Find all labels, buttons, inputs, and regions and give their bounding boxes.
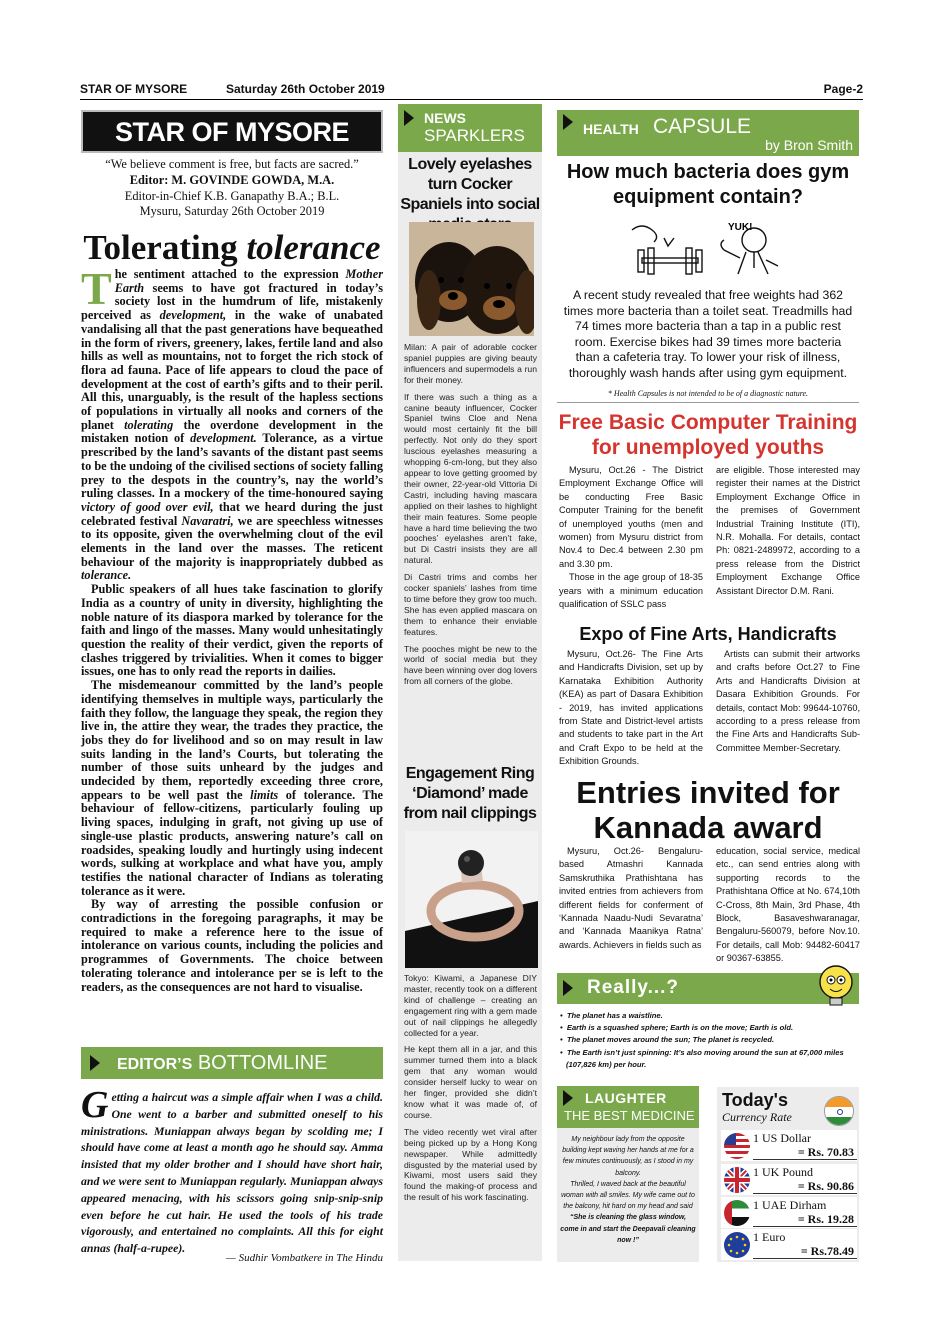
- editorial-title-b: tolerance: [246, 228, 381, 267]
- currency-value: = Rs. 70.83: [797, 1145, 854, 1159]
- body-text: seems to have got fractured in today’s society lost in the humdrum of life, mistakenly perceived as: [81, 280, 383, 323]
- emphasis-text: limits: [250, 787, 279, 802]
- expo-col2: Artists can submit their artworks and crafts before Oct.27 to Fine Arts and Handicrafts Division at Dasara Exhibition Grounds. For details, contact Mob: 99644-10760, according to a press release from the Fine Arts and Handicrafts Sub-Committee Member-Secretary.: [716, 649, 860, 753]
- really-item: The Earth isn’t just spinning: It’s also moving around the sun at 67,000 miles (107,826 km) per hour.: [566, 1047, 844, 1069]
- computer-paragraph: Those in the age group of 18-35 years with a minimum education qualification of SSLC pass: [559, 572, 703, 610]
- masthead-dateline: Mysuru, Saturday 26th October 2019: [139, 204, 325, 219]
- divider: [753, 1258, 857, 1259]
- computer-col2: are eligible. Those interested may register their names at the District Employment Exchange Office in the premises of Government Industrial Training Institute (ITI), N.R. Mohalla. For details, contact Ph: 0821-2489972, according to a press release from the District Employment Exchange Office Assistant Director D.M. Rani.: [716, 465, 860, 596]
- health-body: A recent study revealed that free weights had 362 times more bacteria than a toilet seat. Treadmills had 74 times more bacteria than a tap in a public rest room. Exercise bikes had 39 times more bacteria than a cafeteria tray. To lower your risk of illness, thoroughly wash hands after using gym equipment.: [563, 288, 853, 380]
- news-title-1: Lovely eyelashes turn Cocker Spaniels into social: [400, 156, 540, 213]
- masthead-motto: “We believe comment is free, but facts are sacred.”: [105, 157, 359, 171]
- news-heading-1: NEWS: [424, 110, 466, 126]
- bottomline-body: [81, 1084, 383, 1257]
- emphasis-text: tolerance.: [81, 568, 132, 583]
- cartoon-yuk-text: YUK!: [728, 222, 753, 233]
- entries-title: Entries invited for Kannada award: [576, 775, 840, 845]
- eu-flag-icon: [724, 1232, 750, 1258]
- expo-col1: Mysuru, Oct.26- The Fine Arts and Handicrafts Division, set up by Karnataka Exhibition Authority (KEA) as part of Dasara Exhibition - 2019, has invited applications from State and District-level artists and students to take part in the Art and Craft Expo to be held at the Exhibition Grounds.: [559, 649, 703, 767]
- news-paragraph: He kept them all in a jar, and this summer turned them into a black gem that any woman would consider herself lucky to wear on her finger, provided she didn’t know what it was made of, of course.: [404, 1044, 537, 1120]
- bottomline-heading-a: EDITOR’S: [117, 1056, 193, 1073]
- entries-col1: Mysuru, Oct.26- Bengaluru-based Atmashri Kannada Samskruthika Prathishtana has invited entries from achievers from different fields for conferment of ‘Kannada Naadu-Nudi Sevaratna’ and ‘Kannada Maanikya Ratna’ awards. Achievers in fields such as: [559, 846, 703, 950]
- list-item: • The Earth isn’t just spinning: It’s also moving around the sun at 67,000 miles (107,826 km) per hour.: [560, 1047, 844, 1069]
- list-item: • Earth is a squashed sphere; Earth is on the move; Earth is old.: [560, 1023, 794, 1033]
- laughter-body: [560, 1134, 696, 1246]
- emphasis-text: development.: [190, 431, 257, 446]
- news-paragraph: Di Castri trims and combs her cocker spaniels’ lashes from time to time before they grow too much. She has even applied mascara on them to enhance their enviable features.: [404, 572, 537, 637]
- ring-photo: [405, 831, 538, 968]
- health-heading-a: HEALTH: [583, 121, 639, 137]
- expo-title: Expo of Fine Arts, Handicrafts: [579, 624, 837, 644]
- gym-cartoon-icon: [628, 218, 788, 282]
- ring-photo-icon: [405, 831, 538, 968]
- arrow-icon: [563, 1090, 573, 1106]
- list-item: • The planet has a waistline.: [560, 1011, 663, 1020]
- divider: [557, 402, 859, 403]
- uk-flag-cross-icon: [724, 1167, 750, 1193]
- body-text: that we heard during the just celebrated festival: [81, 499, 383, 528]
- currency-label: 1 US Dollar: [753, 1131, 811, 1145]
- india-flag-icon: [824, 1096, 854, 1126]
- laughter-header: [557, 1086, 699, 1128]
- uae-flag-icon: [724, 1200, 750, 1226]
- really-item: The planet has a waistline.: [566, 1011, 663, 1020]
- bottomline-text: etting a haircut was a simple affair when I was a child. One went to a barber and submitted oneself to his ministrations. Muniappan always began by scolding me; I should have come at least a month ago he should say. Amma insisted that my older brother and I should have short hair, and we were sent to Muniappan regularly. Muniappan always appeared menacing, with his scissors going snip-snip-snip even before he cut hair. He used the tools of his trade vigorously, and entertained no complaints. All this for eight annas (half-a-rupee).: [81, 1090, 383, 1256]
- editorial-paragraph: Public speakers of all hues take fascination to glorify India as a country of unity in diversity, highlighting the noble nature of its diaspora marked by tolerance for the faith and lingo of the masses. Many would unhesitatingly question the reality of their verdict, given the reports of clashes triggered by trivialities. When it comes to bigger issues, one has to only read the reports in dailies.: [81, 582, 383, 679]
- news-paragraph: If there was such a thing as a canine beauty influencer, Cocker Spaniel twins Cloe and Nena would most certainly fit the bill perfectly. Not only do they sport luscious eyelashes measuring a whopping 6-cm-long, but they also appear to love getting groomed by their owner, 22-year-old Vittoria Di Castri, including having mascara applied on their lashes to highlight their main features. Some people have a hard time believing the two pooches’ eyelashes aren’t fake, but Di Castri insists they are all natural.: [404, 391, 537, 566]
- body-text: of tolerance. The behaviour of fellow-citizens, particularly fouling up living spaces, indulging in graft, not giving up use of single-use plastic products, answering nature’s call on roadsides, speaking loudly and hurtingly using indecent words, sulking at workplace and what have you, amply testifies the national character of Indians as tolerating tolerance as it were.: [81, 787, 384, 898]
- emphasis-text: Mother Earth: [114, 267, 383, 295]
- really-item: The planet moves around the sun; The planet is recycled.: [566, 1035, 775, 1045]
- uk-flag-icon: [724, 1167, 750, 1193]
- gym-cartoon: [628, 218, 788, 282]
- editorial-body: [81, 263, 384, 994]
- lightbulb-mascot: [812, 962, 860, 1008]
- news-text-1: [404, 342, 537, 693]
- divider: [753, 1193, 857, 1194]
- masthead-banner: STAR OF MYSORE: [81, 110, 383, 153]
- editorial-title: [81, 227, 383, 269]
- computer-training-title: Free Basic Computer Training for unemployed youths: [558, 411, 858, 459]
- page-header-bar: [80, 80, 863, 100]
- header-paper-name: STAR OF MYSORE: [80, 82, 188, 96]
- bottomline-heading: [117, 1052, 328, 1075]
- computer-col1: [559, 464, 703, 611]
- news-heading-2: SPARKLERS: [424, 126, 525, 145]
- currency-value: = Rs. 19.28: [797, 1212, 854, 1226]
- body-text: the overdone development in the mistaken notion of: [81, 417, 384, 446]
- news-title-2: Engagement Ring ‘Diamond’ made from nail clippings: [403, 765, 537, 822]
- editorial-paragraph: [81, 679, 383, 898]
- masthead-editor: Editor: M. GOVINDE GOWDA, M.A.: [129, 172, 335, 187]
- currency-value: = Rs.78.49: [800, 1244, 854, 1258]
- header-date: Saturday 26th October 2019: [226, 82, 385, 96]
- list-item: • The planet moves around the sun; The planet is recycled.: [560, 1035, 775, 1045]
- entries-col2: education, social service, medical etc., can send entries along with supporting records to the Prathishtana Office at No. 674,10th C-Cross, 8th Main, 3rd Phase, 4th Block, Basaveshwaranagar, Bengaluru-560079, before Nov.10. For details, call Mob: 94482-60417 or 90367-63855.: [716, 846, 860, 964]
- laughter-heading-a: LAUGHTER: [585, 1090, 667, 1106]
- really-item: Earth is a squashed sphere; Earth is on the move; Earth is old.: [566, 1023, 794, 1033]
- currency-row: [721, 1197, 857, 1228]
- currency-title: Today's: [722, 1090, 788, 1110]
- news-paragraph: The pooches might be new to the world of social media but they have been winning over dog lovers from all corners of the globe.: [404, 643, 537, 687]
- masthead-chief: Editor-in-Chief K.B. Ganapathy B.A.; B.L.: [124, 188, 340, 203]
- health-heading-b: CAPSULE: [653, 115, 752, 138]
- eu-stars-icon: [724, 1232, 750, 1258]
- body-text: we are speechless witnesses to its opposite, given the overwhelming clout of the evil elements in the land over the masses. The reticent behaviour of the majority is inappropriately dubbed as: [81, 513, 384, 569]
- emphasis-text: victory of good over evil,: [81, 499, 214, 514]
- emphasis-text: Navaratri,: [181, 513, 234, 528]
- lightbulb-icon: [812, 962, 860, 1008]
- bottomline-header: [81, 1047, 383, 1079]
- currency-label: 1 UK Pound: [753, 1165, 814, 1179]
- spaniel-photo: [409, 222, 534, 336]
- header-page-number: Page-2: [823, 82, 863, 96]
- bottomline-heading-b: BOTTOMLINE: [192, 1052, 328, 1074]
- currency-row: [721, 1130, 857, 1161]
- arrow-icon: [563, 114, 573, 130]
- currency-label: 1 Euro: [753, 1230, 786, 1244]
- bottomline-dropcap: G: [81, 1084, 109, 1126]
- editorial-paragraph: By way of arresting the possible confusion or contradictions in the foregoing paragraphs, it may be required to make a reference here to the issue of intolerance on various counts, including the policies and programmes of Governments. The choice between tolerating tolerance and intolerance per se is left to the readers, as the consequences are not hard to visualise.: [81, 897, 383, 994]
- emphasis-text: tolerating: [124, 417, 174, 432]
- news-caption-1: Milan: A pair of adorable cocker spaniel puppies are giving beauty influencers and supermodels a run for their money.: [404, 342, 537, 385]
- really-title: Really...?: [587, 977, 680, 998]
- laughter-heading-b: THE BEST MEDICINE: [564, 1108, 695, 1123]
- bottomline-signature: — Sudhir Vombatkere in The Hindu: [226, 1252, 383, 1264]
- news-sparklers-header: [398, 104, 542, 152]
- divider: [753, 1159, 857, 1160]
- body-text: in the wake of unabated vandalising all that the past generations have bequeathed in the form of rivers, greenery, lakes, fertile land and also hills as well as mountains, not to forget the rich stock of flora ad fauna. Pace of life appears to cloud the pace of development at the cost of earth’s gifts and to their peril. All this, unarguably, is the result of the hapless sections of populations in virtually all nooks and corners of the planet: [81, 308, 383, 432]
- spaniel-photo-icon: [409, 222, 534, 336]
- health-byline: by Bron Smith: [765, 137, 853, 153]
- body-text: Tolerance, as a virtue prescribed by the land’s savants of the distant past seems to be the undoing of the civilised sections of society falling prey to the despots in the country’s, nay the world’s ruling classes. In a mockery of the time-honoured saying: [81, 431, 383, 501]
- currency-row: [721, 1164, 857, 1195]
- divider: [753, 1226, 857, 1227]
- computer-paragraph: Mysuru, Oct.26 - The District Employment Exchange Office will be conducting Free Basic Computer Training for the benefit of unemployed youths (men and women) from Mysuru district from Nov.4 to Dec.4 between 2.30 pm and 3.30 pm.: [559, 465, 703, 569]
- health-capsule-header: [557, 110, 859, 156]
- arrow-icon: [404, 110, 414, 126]
- laughter-punchline: “She is cleaning the glass window, come in and start the Deepavali cleaning now !”: [560, 1214, 696, 1244]
- news-caption-2: Tokyo: Kiwami, a Japanese DIY master, recently took on a different kind of challenge – creating an engagement ring with a gem made out of nail clippings he allegedly collected for a year.: [404, 973, 537, 1038]
- editorial-dropcap: T: [81, 263, 112, 314]
- currency-row: [721, 1229, 857, 1260]
- masthead-info: [81, 157, 383, 220]
- health-note: * Health Capsules is not intended to be of a diagnostic nature.: [607, 389, 809, 398]
- editorial-title-a: Tolerating: [83, 228, 247, 267]
- body-text: he sentiment attached to the expression: [114, 267, 346, 281]
- news-paragraph: The video recently wet viral after being picked up by a Hong Kong newspaper. While admittedly disgusted by the material used by Kiwami, most users said they found the making-of process and the result of his work fascinating.: [404, 1126, 537, 1203]
- emphasis-text: development,: [159, 308, 227, 323]
- currency-subtitle: Currency Rate: [722, 1110, 792, 1124]
- laughter-text: Thrilled, I waved back at the beautiful woman with all smiles. My wife came out to the balcony, hit hard on my head and said: [561, 1180, 695, 1211]
- news-text-2: [404, 973, 537, 1209]
- us-flag-icon: [724, 1133, 750, 1159]
- editorial-paragraph: [81, 263, 384, 583]
- laughter-paragraph: [560, 1179, 696, 1246]
- health-title: How much bacteria does gym equipment contain?: [566, 161, 850, 208]
- arrow-icon: [90, 1055, 100, 1071]
- currency-value: = Rs. 90.86: [797, 1179, 854, 1193]
- body-text: The misdemeanour committed by the land’s people identifying themselves in multiple ways, particularly the faith they follow, the language they speak, the region they live in, the attire they wear, the trades they practice, the jobs they do for livelihood and so on may result in law suits landing in the land’s Courts, but tolerating the number of those suits unheard by the judges and undecided by them, reportedly exceeding three crore, appears to be well past the: [81, 678, 383, 802]
- laughter-paragraph: My neighbour lady from the opposite building kept waving her hands at me for a few minutes continuously, as I stood in my balcony.: [562, 1136, 694, 1177]
- arrow-icon: [563, 980, 573, 996]
- currency-label: 1 UAE Dirham: [753, 1198, 827, 1212]
- really-list: [560, 1010, 860, 1071]
- editorial-p1: [81, 263, 384, 583]
